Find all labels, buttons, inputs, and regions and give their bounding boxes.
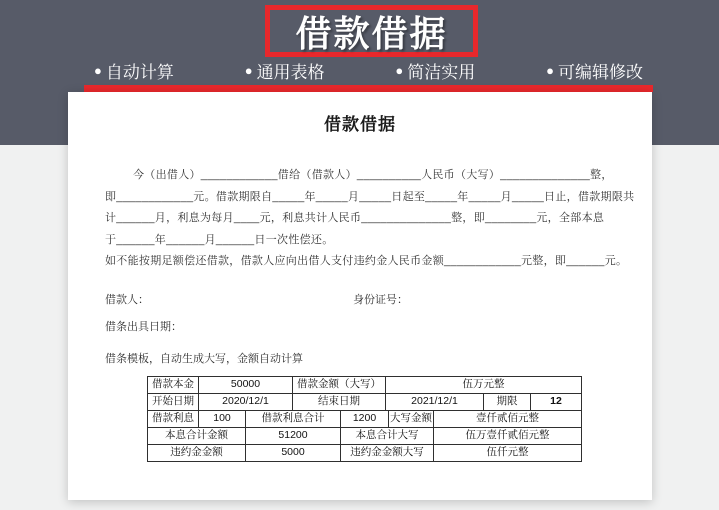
feature-item-auto-calc (94, 58, 174, 83)
table-cell: 伍万元整 (386, 377, 582, 394)
feature-label: 通用表格 (256, 62, 325, 82)
table-cell: 伍仟元整 (434, 445, 582, 462)
feature-item-editable (546, 58, 643, 83)
bullet-icon: ● (94, 62, 102, 78)
table-cell: 期限 (484, 394, 531, 411)
table-cell: 借款本金 (148, 377, 199, 394)
table-row (148, 377, 582, 394)
feature-label: 自动计算 (105, 62, 174, 82)
table-cell: 5000 (246, 445, 341, 462)
document-page (68, 92, 652, 500)
table-cell: 结束日期 (293, 394, 386, 411)
feature-label: 简洁实用 (407, 62, 476, 82)
body-line: 今（出借人）____________借给（借款人）__________人民币（大写）______________整， (133, 169, 613, 181)
feature-list (84, 58, 653, 82)
table-row (148, 394, 582, 411)
loan-table (147, 376, 582, 462)
body-line: 如不能按期足额偿还借款，借款人应向出借人支付违约金人民币金额____________元整，即______元。 (105, 255, 628, 267)
body-line: 计______月，利息为每月____元，利息共计人民币______________整，即________元，全部本息 (105, 212, 605, 224)
table-cell: 2020/12/1 (199, 394, 293, 411)
table-cell: 违约金金额 (148, 445, 246, 462)
template-note: 借条模板，自动生成大写，金额自动计算 (105, 352, 303, 365)
bullet-icon: ● (546, 62, 554, 78)
banner-title: 借款借据 (295, 12, 448, 54)
id-number-label: 身份证号： (353, 293, 409, 306)
table-cell: 12 (531, 394, 582, 411)
table-cell: 100 (199, 411, 246, 428)
table-cell: 本息合计金额 (148, 428, 246, 445)
body-line: 即____________元。借款期限自_____年_____月_____日起至_____年_____月_____日止，借款期限共 (105, 190, 635, 203)
table-cell: 壹仟贰佰元整 (434, 411, 582, 428)
feature-label: 可编辑修改 (557, 62, 643, 82)
table-cell: 开始日期 (148, 394, 199, 411)
table-cell: 50000 (199, 377, 293, 394)
table-cell: 借款利息 (148, 411, 199, 428)
bullet-icon: ● (244, 62, 253, 78)
banner-title-box (265, 5, 478, 57)
signature-row (105, 291, 615, 307)
document-body (105, 165, 635, 273)
table-cell: 借款利息合计 (246, 411, 341, 428)
bullet-icon: ● (395, 62, 404, 78)
table-row (148, 428, 582, 445)
table-row (148, 445, 582, 462)
feature-item-general-form (245, 58, 325, 83)
feature-item-simple-practical (395, 58, 475, 83)
table-cell: 违约金金额大写 (341, 445, 434, 462)
table-cell: 借款金额（大写） (293, 377, 386, 394)
table-row (148, 411, 582, 428)
table-cell: 51200 (246, 428, 341, 445)
table-cell: 大写金额 (389, 411, 434, 428)
table-cell: 1200 (341, 411, 389, 428)
borrower-label: 借款人： (105, 293, 149, 306)
table-cell: 2021/12/1 (386, 394, 484, 411)
table-cell: 本息合计大写 (341, 428, 434, 445)
issue-date-label: 借条出具日期： (105, 320, 182, 333)
red-underline (84, 85, 653, 92)
document-title: 借款借据 (324, 115, 396, 134)
body-line: 于______年______月______日一次性偿还。 (105, 233, 334, 246)
table-cell: 伍万壹仟贰佰元整 (434, 428, 582, 445)
